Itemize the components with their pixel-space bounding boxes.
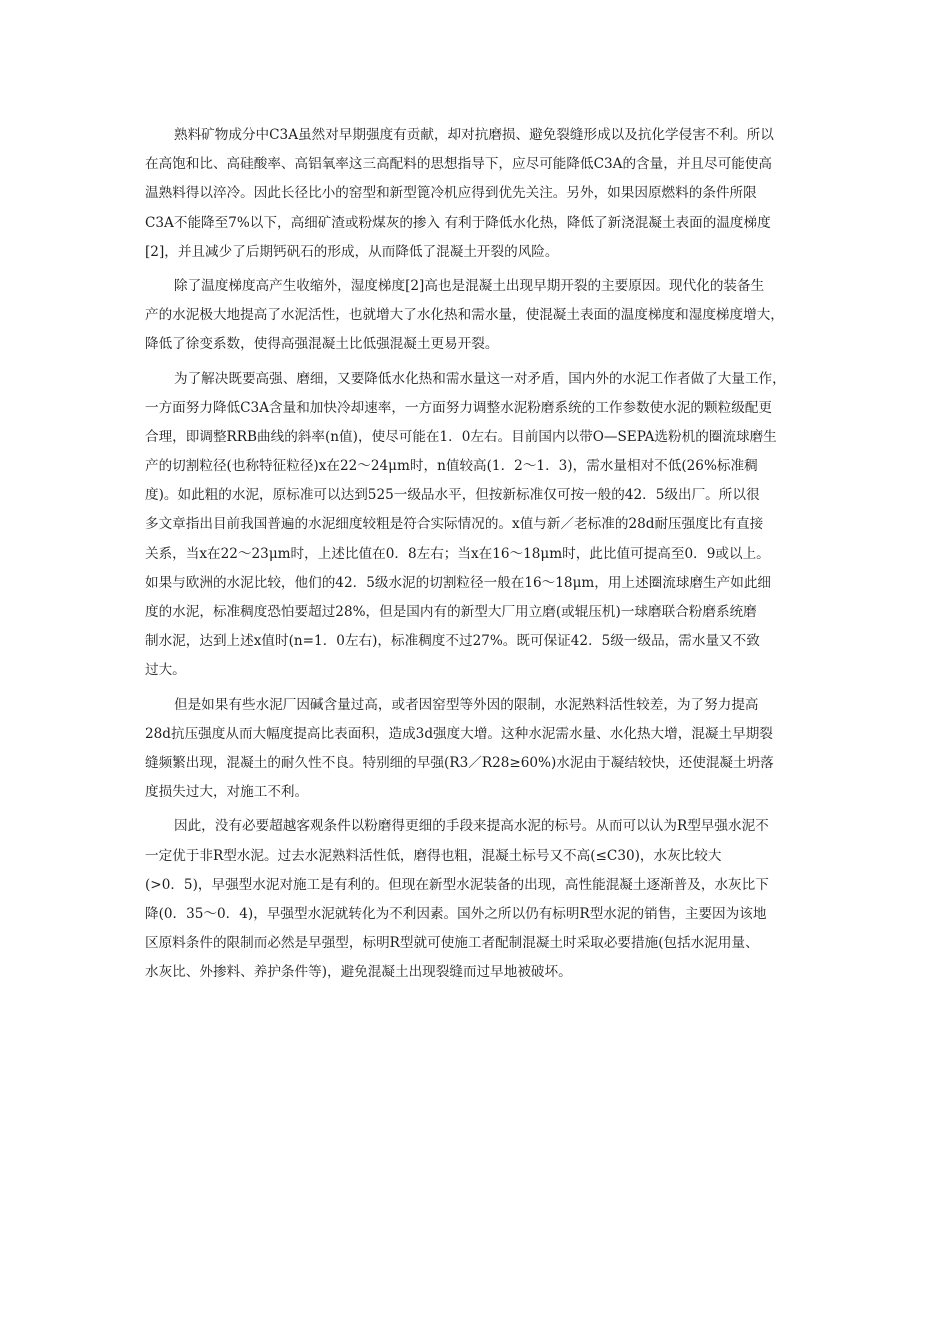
text-line: 过大。 (145, 662, 186, 679)
text-line: [2]，并且减少了后期钙矾石的形成，从而降低了混凝土开裂的风险。 (145, 243, 559, 260)
text-line: 但是如果有些水泥厂因碱含量过高，或者因窑型等外因的限制，水泥熟料活性较差，为了努力提高 (174, 696, 759, 713)
text-line: 度)。如此粗的水泥，原标准可以达到525一级品水平，但按新标准仅可按一般的42．5级出厂。所以很 (145, 487, 760, 504)
text-line: 降低了徐变系数，使得高强混凝土比低强混凝土更易开裂。 (145, 336, 499, 353)
text-line: 温熟料得以淬冷。因此长径比小的窑型和新型篦冷机应得到优先关注。另外，如果因原燃料的条件所限 (145, 185, 757, 202)
text-line: 一方面努力降低C3A含量和加快冷却速率，一方面努力调整水泥粉磨系统的工作参数使水泥的颗粒级配更 (145, 399, 772, 416)
text-line: 产的切割粒径(也称特征粒径)x在22～24μm时，n值较高(1．2～1．3)，需水量相对不低(26%标准稠 (145, 458, 758, 475)
text-line: 除了温度梯度高产生收缩外，湿度梯度[2]高也是混凝土出现早期开裂的主要原因。现代化的装备生 (174, 277, 765, 294)
text-line: 度损失过大，对施工不利。 (145, 784, 309, 801)
text-line: 28d抗压强度从而大幅度提高比表面积，造成3d强度大增。这种水泥需水量、水化热大增，混凝土早期裂 (145, 725, 773, 742)
text-line: 产的水泥极大地提高了水泥活性，也就增大了水化热和需水量，使混凝土表面的温度梯度和湿度梯度增大， (145, 307, 784, 324)
paragraph (145, 691, 810, 808)
text-line: 熟料矿物成分中C3A虽然对早期强度有贡献，却对抗磨损、避免裂缝形成以及抗化学侵害不利。所以 (174, 127, 774, 143)
text-line: 制水泥，达到上述x值时(n=1．0左右)，标准稠度不过27%。既可保证42．5级一级品，需水量又不致 (145, 633, 760, 650)
paragraph (145, 812, 810, 987)
text-line: 降(0．35～0．4)，早强型水泥就转化为不利因素。国外之所以仍有标明R型水泥的销售，主要因为该地 (145, 905, 767, 922)
text-line: 在高饱和比、高硅酸率、高铝氧率这三高配料的思想指导下，应尽可能降低C3A的含量，并且尽可能使高 (145, 156, 772, 173)
text-line: 关系，当x在22～23μm时，上述比值在0．8左右；当x在16～18μm时，此比值可提高至0．9或以上。 (145, 545, 770, 562)
text-line: 为了解决既要高强、磨细，又要降低水化热和需水量这一对矛盾，国内外的水泥工作者做了大量工作， (174, 370, 786, 387)
text-line: 因此，没有必要超越客观条件以粉磨得更细的手段来提高水泥的标号。从而可以认为R型早强水泥不 (174, 818, 769, 835)
document-body (145, 121, 810, 992)
text-line: 合理，即调整RRB曲线的斜率(n值)，使尽可能在1．0左右。目前国内以带O—SEPA选粉机的圈流球磨生 (145, 428, 777, 445)
text-line: 一定优于非R型水泥。过去水泥熟料活性低，磨得也粗，混凝土标号又不高(≤C30)，水灰比较大 (145, 847, 722, 864)
paragraph (145, 121, 810, 267)
text-line: C3A不能降至7%以下，高细矿渣或粉煤灰的掺入 有利于降低水化热，降低了新浇混凝土表面的温度梯度 (145, 214, 771, 231)
text-line: 多文章指出目前我国普遍的水泥细度较粗是符合实际情况的。x值与新／老标准的28d耐压强度比有直接 (145, 516, 764, 533)
text-line: 区原料条件的限制而必然是早强型，标明R型就可使施工者配制混凝土时采取必要措施(包括水泥用量、 (145, 935, 759, 952)
text-line: 如果与欧洲的水泥比较，他们的42．5级水泥的切割粒径一般在16～18μm，用上述圈流球磨生产如此细 (145, 574, 772, 591)
text-line: 缝频繁出现，混凝土的耐久性不良。特别细的早强(R3／R28≥60%)水泥由于凝结较快，还使混凝土坍落 (145, 754, 774, 771)
text-line: 水灰比、外掺料、养护条件等)，避免混凝土出现裂缝而过早地被破坏。 (145, 964, 572, 981)
paragraph (145, 365, 810, 686)
text-line: 度的水泥，标准稠度恐怕要超过28%，但是国内有的新型大厂用立磨(或辊压机)一球磨联合粉磨系统磨 (145, 604, 757, 620)
paragraph (145, 272, 810, 360)
text-line: (>0．5)，早强型水泥对施工是有利的。但现在新型水泥装备的出现，高性能混凝土逐渐普及，水灰比下 (145, 876, 769, 893)
